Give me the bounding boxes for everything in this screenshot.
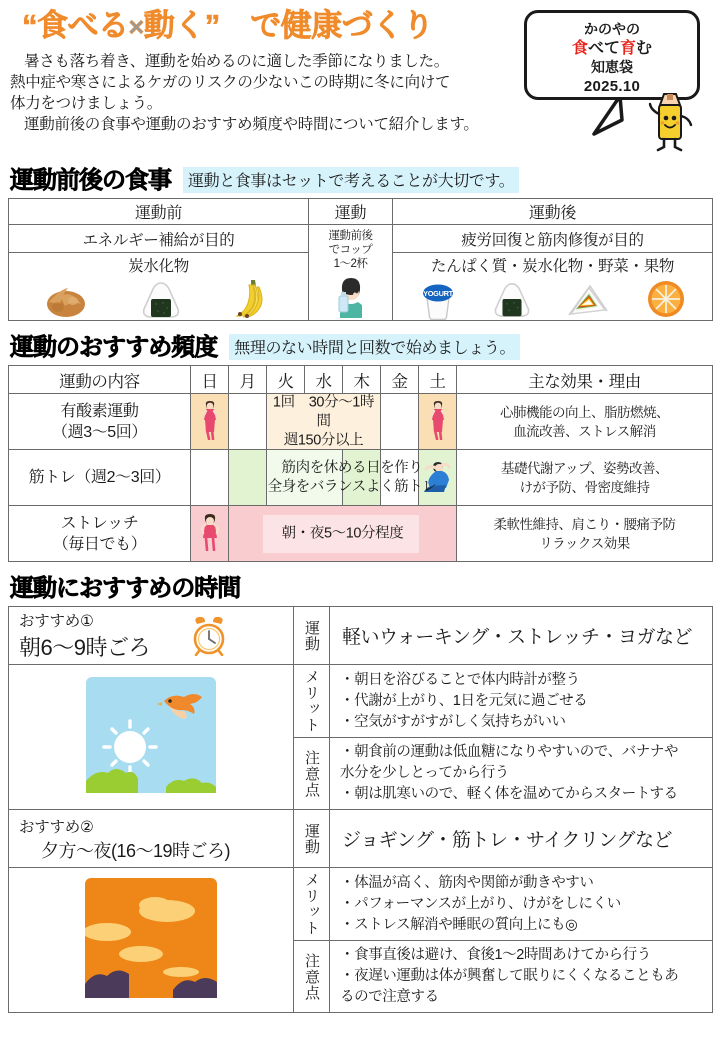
meal-during-cell (309, 225, 393, 321)
meal-during-line-1: 運動前後 (328, 230, 373, 242)
section-heading-frequency (10, 327, 712, 362)
freq-name-line-1: ストレッチ (60, 514, 139, 532)
freq-span-line-2: 週150分以上 (283, 432, 364, 448)
freq-row-name-strength (9, 450, 191, 506)
frequency-table (8, 365, 713, 562)
time-block1-exercise-label: 運動 (294, 607, 330, 665)
sandwich-icon (565, 280, 611, 320)
table-row (9, 810, 713, 868)
freq-span-strength (267, 450, 437, 506)
time-block2-cautions (330, 941, 713, 1013)
freq-cell-sat (419, 394, 457, 450)
freq-span-stretch (229, 506, 457, 562)
section-frequency-title: 運動のおすすめ頻度 (10, 334, 218, 361)
caution-bullet: ・朝は肌寒いので、軽く体を温めてからスタートする (340, 786, 678, 802)
meal-during-line-2: でコップ (328, 244, 373, 256)
time-block1-header (9, 607, 294, 665)
merit-bullet: ・代謝が上がり、1日を元気に過ごせる (340, 692, 588, 709)
freq-span-text-aerobic (267, 393, 380, 450)
caution-bullet: るので注意する (340, 989, 439, 1005)
speech-bubble-tail-icon (574, 94, 644, 144)
table-row (9, 665, 713, 738)
bread-icon (43, 280, 89, 320)
yogurt-icon (418, 280, 458, 320)
freq-name-line-2: （週3〜5回） (52, 423, 147, 441)
meal-header-before: 運動前 (9, 199, 309, 225)
time-block2-caution-label: 注意点 (294, 941, 330, 1013)
time-block1-rec-time: 朝6〜9時ごろ (19, 635, 150, 660)
meal-after-items (393, 253, 713, 321)
freq-name-line-1: 筋トレ（週2〜3回） (28, 469, 171, 486)
freq-name-line-1: 有酸素運動 (60, 402, 139, 420)
section-meal-title: 運動前後の食事 (10, 167, 171, 194)
freq-effect-stretch (457, 506, 713, 562)
time-block2-merits (330, 868, 713, 941)
section-meal-note: 運動と食事はセットで考えることが大切です。 (183, 167, 519, 193)
meal-table (8, 198, 713, 321)
freq-header-content: 運動の内容 (9, 366, 191, 394)
table-row (9, 199, 713, 225)
onigiri-icon (492, 280, 532, 320)
time-block2-exercise-text: ジョギング・筋トレ・サイクリングなど (330, 810, 713, 868)
table-row (9, 868, 713, 941)
title-part2: 動く” で健康づくり (143, 8, 434, 43)
meal-during-line-3: 1〜2杯 (333, 258, 368, 270)
freq-header-effect: 主な効果・理由 (457, 366, 713, 394)
bubble-text-bete: べて (587, 40, 620, 57)
evening-sunset-icon (85, 878, 217, 998)
time-block2-merit-label: メリット (294, 868, 330, 941)
meal-before-items (9, 253, 309, 321)
merit-bullet: ・空気がすがすがしく気持ちがいい (340, 713, 566, 730)
freq-span-line-1: 1回 30分〜1時間 (272, 394, 375, 429)
freq-cell-sun (191, 450, 229, 506)
freq-header-day-fri: 金 (381, 366, 419, 394)
freq-header-day-wed: 水 (305, 366, 343, 394)
section-frequency-note: 無理のない時間と回数で始めましょう。 (229, 334, 520, 360)
title-x-symbol: × (128, 12, 144, 42)
bubble-line-2 (527, 39, 697, 58)
freq-span-line-1: 筋肉を休める日を作り (281, 459, 423, 476)
morning-sky-bird-icon (86, 677, 216, 793)
table-row (9, 225, 713, 253)
bubble-line-3: 知恵袋 (591, 59, 633, 75)
section-time-title: 運動におすすめの時間 (10, 575, 241, 602)
meal-before-icon-row (9, 276, 308, 320)
meal-after-nutrients: たんぱく質・炭水化物・野菜・果物 (430, 258, 675, 275)
running-woman-icon (200, 400, 220, 440)
time-block2-rec-time: 夕方〜夜(16〜19時ごろ) (41, 840, 231, 861)
caution-bullet: 水分を少しとってから行う (340, 765, 509, 781)
intro-line-3: 体力をつけましょう。 (10, 95, 163, 112)
time-block1-merit-label: メリット (294, 665, 330, 738)
freq-name-line-2: （毎日でも） (52, 535, 147, 553)
masthead-bubble (524, 10, 700, 100)
meal-header-after: 運動後 (393, 199, 713, 225)
merit-bullet: ・朝日を浴びることで体内時計が整う (340, 671, 580, 688)
time-table (8, 606, 713, 1013)
freq-effect-line-1: 心肺機能の向上、脂肪燃焼、 (500, 404, 669, 420)
freq-cell-sun (191, 506, 229, 562)
freq-effect-line-1: 基礎代謝アップ、姿勢改善、 (501, 460, 668, 476)
running-woman-icon (428, 400, 448, 440)
freq-effect-line-2: けが予防、骨密度維持 (519, 479, 650, 495)
time-block1-picture-cell (9, 665, 294, 810)
yogurt-label: YOGURT (422, 289, 453, 298)
freq-effect-line-2: 血流改善、ストレス解消 (513, 423, 656, 439)
freq-span-text-stretch (229, 524, 456, 543)
pencil-mascot-icon (642, 92, 698, 154)
time-block2-exercise-label: 運動 (294, 810, 330, 868)
time-block1-merits (330, 665, 713, 738)
merit-bullet: ・パフォーマンスが上がり、けがをしにくい (340, 895, 621, 912)
meal-after-icon-row (393, 276, 712, 320)
time-block1-cautions (330, 738, 713, 810)
bubble-issue-date: 2025.10 (583, 78, 641, 95)
caution-bullet: ・食事直後は避け、食後1〜2時間あけてから行う (340, 947, 651, 963)
freq-span-line-2: 全身をバランスよく筋トレ (267, 478, 437, 495)
orange-icon (645, 278, 687, 320)
freq-span-aerobic (267, 394, 381, 450)
freq-header-day-sat: 土 (419, 366, 457, 394)
section-heading-time (10, 568, 712, 603)
onigiri-icon (140, 280, 182, 320)
meal-before-nutrients: 炭水化物 (128, 258, 189, 275)
banana-icon (233, 278, 275, 320)
alarm-clock-icon (189, 616, 229, 656)
bubble-kanji-eat: 食 (571, 40, 588, 57)
table-row (9, 607, 713, 665)
time-block1-caution-label: 注意点 (294, 738, 330, 810)
intro-line-1: 暑さも落ち着き、運動を始めるのに適した季節になりました。 (24, 53, 449, 70)
freq-header-day-tue: 火 (267, 366, 305, 394)
table-row (9, 450, 713, 506)
meal-before-purpose: エネルギー補給が目的 (9, 225, 309, 253)
merit-bullet: ・ストレス解消や睡眠の質向上にも◎ (340, 916, 578, 933)
time-block2-header (9, 810, 294, 868)
title-part1: “食べる (22, 8, 129, 43)
freq-cell-fri (381, 394, 419, 450)
freq-effect-line-2: リラックス効果 (539, 535, 630, 551)
freq-span-line-1: 朝・夜5〜10分程度 (281, 525, 404, 541)
drinking-water-icon (334, 274, 368, 318)
stretching-woman-icon (199, 513, 221, 551)
freq-header-day-thu: 木 (343, 366, 381, 394)
freq-row-name-stretch (9, 506, 191, 562)
intro-line-4: 運動前後の食事や運動のおすすめ頻度や時間について紹介します。 (24, 116, 479, 133)
freq-cell-sun (191, 394, 229, 450)
bubble-line-1: かのやの (584, 21, 640, 37)
meal-header-during: 運動 (309, 199, 393, 225)
table-row (9, 394, 713, 450)
table-row (9, 366, 713, 394)
freq-effect-strength (457, 450, 713, 506)
merit-bullet: ・体温が高く、筋肉や関節が動きやすい (340, 874, 594, 891)
time-block2-rec-no: おすすめ② (19, 818, 94, 836)
bubble-text-mu: む (636, 40, 653, 57)
freq-header-day-sun: 日 (191, 366, 229, 394)
time-block1-exercise-text: 軽いウォーキング・ストレッチ・ヨガなど (330, 607, 713, 665)
table-row (9, 506, 713, 562)
freq-cell-mon (229, 394, 267, 450)
freq-span-text-strength (243, 459, 461, 497)
freq-effect-line-1: 柔軟性維持、肩こり・腰痛予防 (493, 516, 676, 532)
freq-row-name-aerobic (9, 394, 191, 450)
freq-header-day-mon: 月 (229, 366, 267, 394)
header (8, 6, 712, 154)
bubble-kanji-grow: 育 (620, 40, 637, 57)
meal-after-purpose: 疲労回復と筋肉修復が目的 (393, 225, 713, 253)
time-block2-picture-cell (9, 868, 294, 1013)
caution-bullet: ・夜遅い運動は体が興奮して眠りにくくなることもあ (340, 968, 679, 984)
time-block1-rec-no: おすすめ① (19, 613, 94, 630)
freq-effect-aerobic (457, 394, 713, 450)
section-heading-meal (10, 160, 712, 195)
caution-bullet: ・朝食前の運動は低血糖になりやすいので、バナナや (340, 744, 679, 760)
intro-line-2: 熱中症や寒さによるケガのリスクの少ないこの時期に冬に向けて (10, 74, 451, 91)
